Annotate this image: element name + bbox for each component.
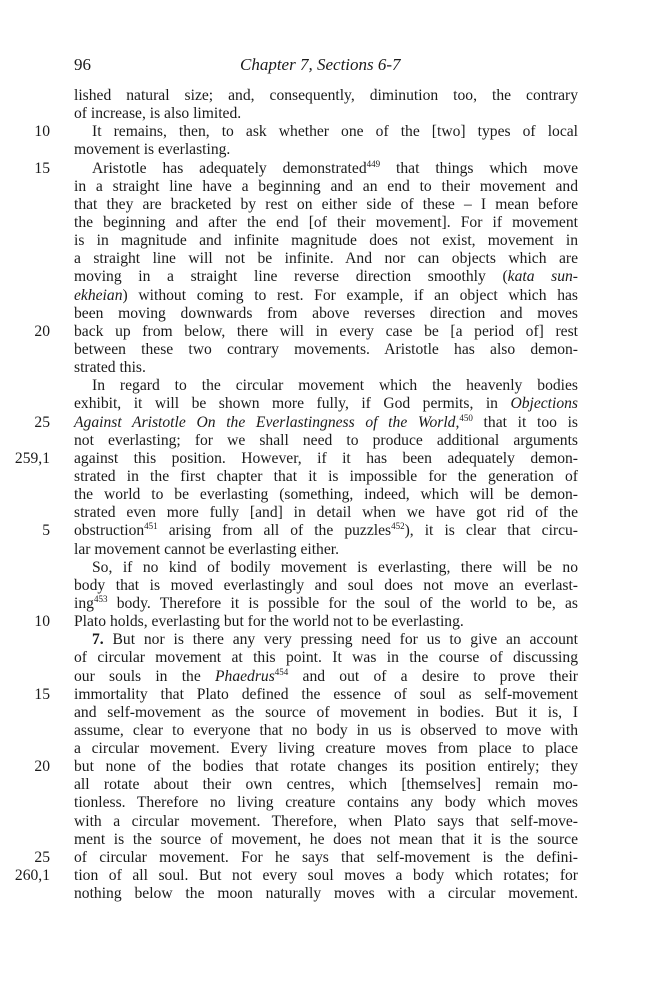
text-line: [0, 704, 650, 722]
line-text: [74, 504, 578, 522]
text-line: [0, 867, 650, 885]
running-head-title: Chapter 7, Sections 6-7: [240, 55, 401, 74]
text-segment: ment is the source of movement, he does not mean that it is the source: [74, 830, 578, 848]
text-line: [0, 522, 650, 540]
line-number: 260,1: [14, 867, 50, 885]
text-line: [0, 686, 650, 704]
text-segment: of increase, is also limited.: [74, 105, 242, 123]
text-segment: In regard to the circular movement which the heavenly bodies: [92, 377, 578, 395]
text-segment: strated in the first chapter that it is impossible for the generation of: [74, 467, 578, 485]
line-text: [74, 450, 578, 468]
text-segment: the beginning and after the end [of their movement]. For if movement: [74, 213, 578, 231]
text-segment: movement is everlasting.: [74, 141, 231, 159]
text-segment: the world to be everlasting (something, indeed, which will be demon-: [74, 486, 578, 504]
footnote-ref: 451: [144, 521, 158, 532]
line-number: 20: [34, 322, 50, 340]
text-segment: that it too is: [472, 413, 578, 431]
line-text: [74, 813, 578, 831]
text-segment: against this position. However, if it has been adequately demon-: [74, 449, 578, 467]
line-text: [92, 123, 578, 141]
line-text: [74, 268, 578, 286]
italic-text: kata sun-: [507, 268, 578, 286]
text-line: [0, 613, 650, 631]
text-segment: lar movement cannot be everlasting either.: [74, 540, 339, 558]
text-line: [0, 758, 650, 776]
text-line: [0, 305, 650, 323]
line-text: [74, 577, 578, 595]
text-line: [0, 649, 650, 667]
text-line: [0, 849, 650, 867]
text-segment: our souls in the: [74, 667, 215, 685]
text-line: [0, 178, 650, 196]
text-line: [0, 450, 650, 468]
text-segment: not everlasting; for we shall need to produce additional arguments: [74, 431, 578, 449]
text-line: [0, 123, 650, 141]
text-segment: ), it is clear that circu-: [404, 522, 579, 540]
text-segment: assume, clear to everyone that no body in us is observed to move with: [74, 721, 578, 739]
text-line: [0, 250, 650, 268]
text-line: [0, 287, 650, 305]
line-text: [74, 794, 578, 812]
line-number: 10: [34, 613, 50, 631]
text-segment: but none of the bodies that rotate changes its position entirely; they: [74, 758, 578, 776]
text-line: [0, 359, 650, 377]
line-text: [74, 486, 578, 504]
text-segment: exhibit, it will be shown more fully, if God permits, in: [74, 395, 511, 413]
text-line: [0, 595, 650, 613]
text-segment: obstruction: [74, 522, 145, 540]
line-text: [74, 341, 578, 359]
text-segment: strated this.: [74, 359, 146, 377]
text-segment: that they are bracketed by rest on either side of these – I mean before: [74, 195, 578, 213]
text-line: [0, 87, 650, 105]
body-text: [0, 87, 650, 903]
text-line: [0, 341, 650, 359]
line-text: [74, 141, 578, 159]
text-line: [0, 468, 650, 486]
line-number: 5: [42, 522, 50, 540]
text-segment: and self-movement as the source of movement in bodies. But it is, I: [74, 703, 578, 721]
text-segment: of circular movement at this point. It was in the course of discussing: [74, 649, 578, 667]
line-text: [92, 631, 578, 649]
line-text: [74, 704, 578, 722]
line-text: [74, 178, 578, 196]
text-segment: tionless. Therefore no living creature contains any body which moves: [74, 794, 578, 812]
line-text: [74, 613, 578, 631]
line-text: [74, 432, 578, 450]
text-line: [0, 268, 650, 286]
line-text: [74, 468, 578, 486]
text-segment: ing: [74, 594, 94, 612]
text-line: [0, 414, 650, 432]
text-line: [0, 631, 650, 649]
line-number: 15: [34, 159, 50, 177]
italic-text: Phaedrus: [215, 667, 275, 685]
line-text: [92, 160, 578, 178]
line-text: [74, 105, 578, 123]
text-segment: lished natural size; and, consequently, diminution too, the contrary: [74, 87, 578, 104]
line-number: 20: [34, 758, 50, 776]
line-text: [74, 87, 578, 105]
line-text: [74, 214, 578, 232]
text-segment: all rotate about their own centres, which [themselves] remain mo-: [74, 776, 578, 794]
line-text: [74, 232, 578, 250]
line-text: [74, 522, 578, 540]
footnote-ref: 452: [391, 521, 405, 532]
footnote-ref: 454: [274, 666, 289, 677]
line-text: [74, 849, 578, 867]
text-line: [0, 740, 650, 758]
text-line: [0, 196, 650, 214]
line-text: [74, 595, 578, 613]
italic-text: Against Aristotle On the Everlastingness of the World,: [74, 413, 460, 431]
text-segment: of circular movement. For he says that self-movement is the defini-: [74, 848, 578, 866]
line-number: 10: [34, 123, 50, 141]
text-line: [0, 486, 650, 504]
text-segment: Aristotle has adequately demonstrated: [92, 159, 367, 177]
line-text: [74, 305, 578, 323]
line-text: [74, 196, 578, 214]
text-line: [0, 432, 650, 450]
text-line: [0, 722, 650, 740]
page-number: 96: [74, 55, 91, 74]
text-line: [0, 160, 650, 178]
running-header: [0, 55, 650, 79]
text-line: [0, 323, 650, 341]
text-segment: with a circular movement. Therefore, when Plato says that self-move-: [74, 812, 578, 830]
text-line: [0, 541, 650, 559]
text-line: [0, 577, 650, 595]
line-text: [92, 559, 578, 577]
line-text: [74, 649, 578, 667]
line-number: 15: [34, 685, 50, 703]
text-segment: immortality that Plato defined the essence of soul as self-movement: [74, 685, 578, 703]
italic-text: ekheian: [74, 286, 123, 304]
text-segment: back up from below, there will in every case be [a period of] rest: [74, 322, 578, 340]
text-segment: It remains, then, to ask whether one of the [two] types of local: [92, 123, 578, 141]
line-text: [92, 377, 578, 395]
text-segment: strated even more fully [and] in detail when we have got rid of the: [74, 504, 578, 522]
line-number: 25: [34, 848, 50, 866]
text-line: [0, 377, 650, 395]
text-segment: tion of all soul. But not every soul moves a body which rotates; for: [74, 867, 578, 885]
text-segment: body. Therefore it is possible for the soul of the world to be, as: [107, 594, 578, 612]
text-line: [0, 668, 650, 686]
line-text: [74, 867, 578, 885]
line-text: [74, 541, 578, 559]
text-line: [0, 776, 650, 794]
line-text: [74, 758, 578, 776]
text-line: [0, 504, 650, 522]
line-text: [74, 740, 578, 758]
text-line: [0, 232, 650, 250]
line-text: [74, 831, 578, 849]
text-line: [0, 141, 650, 159]
line-text: [74, 668, 578, 686]
line-text: [74, 776, 578, 794]
line-number: 259,1: [14, 449, 50, 467]
text-line: [0, 395, 650, 413]
line-text: [74, 395, 578, 413]
text-segment: nothing below the moon naturally moves with a circular movement.: [74, 885, 578, 903]
text-line: [0, 794, 650, 812]
line-text: [74, 323, 578, 341]
text-segment: is in magnitude and infinite magnitude does not exist, movement in: [74, 232, 578, 250]
text-segment: Plato holds, everlasting but for the world not to be everlasting.: [74, 613, 464, 631]
text-segment: ) without coming to rest. For example, if an object which has: [122, 286, 578, 304]
line-number: 25: [34, 413, 50, 431]
line-text: [74, 414, 578, 432]
line-text: [74, 287, 578, 305]
section-number: 7.: [92, 631, 104, 649]
text-segment: So, if no kind of bodily movement is everlasting, there will be no: [92, 558, 578, 576]
text-segment: a circular movement. Every living creature moves from place to place: [74, 740, 578, 758]
italic-text: Objections: [510, 395, 578, 413]
text-segment: body that is moved everlastingly and soul does not move an everlast-: [74, 576, 578, 594]
text-line: [0, 831, 650, 849]
line-text: [74, 359, 578, 377]
text-segment: But nor is there any very pressing need for us to give an account: [103, 631, 578, 649]
text-line: [0, 885, 650, 903]
text-line: [0, 813, 650, 831]
line-text: [74, 722, 578, 740]
footnote-ref: 453: [93, 593, 108, 604]
footnote-ref: 449: [366, 158, 381, 169]
text-segment: moving in a straight line reverse direction smoothly (: [74, 268, 508, 286]
text-segment: a straight line will not be infinite. And nor can objects which are: [74, 250, 578, 268]
text-segment: and out of a desire to prove their: [288, 667, 579, 685]
text-line: [0, 105, 650, 123]
text-segment: been moving downwards from above reverses direction and moves: [74, 304, 578, 322]
text-line: [0, 214, 650, 232]
text-segment: arising from all of the puzzles: [157, 522, 392, 540]
line-text: [74, 686, 578, 704]
footnote-ref: 450: [459, 412, 473, 423]
text-segment: that things which move: [380, 159, 578, 177]
line-text: [74, 250, 578, 268]
text-segment: between these two contrary movements. Aristotle has also demon-: [74, 340, 578, 358]
line-text: [74, 885, 578, 903]
text-segment: in a straight line have a beginning and an end to their movement and: [74, 177, 578, 195]
text-line: [0, 559, 650, 577]
